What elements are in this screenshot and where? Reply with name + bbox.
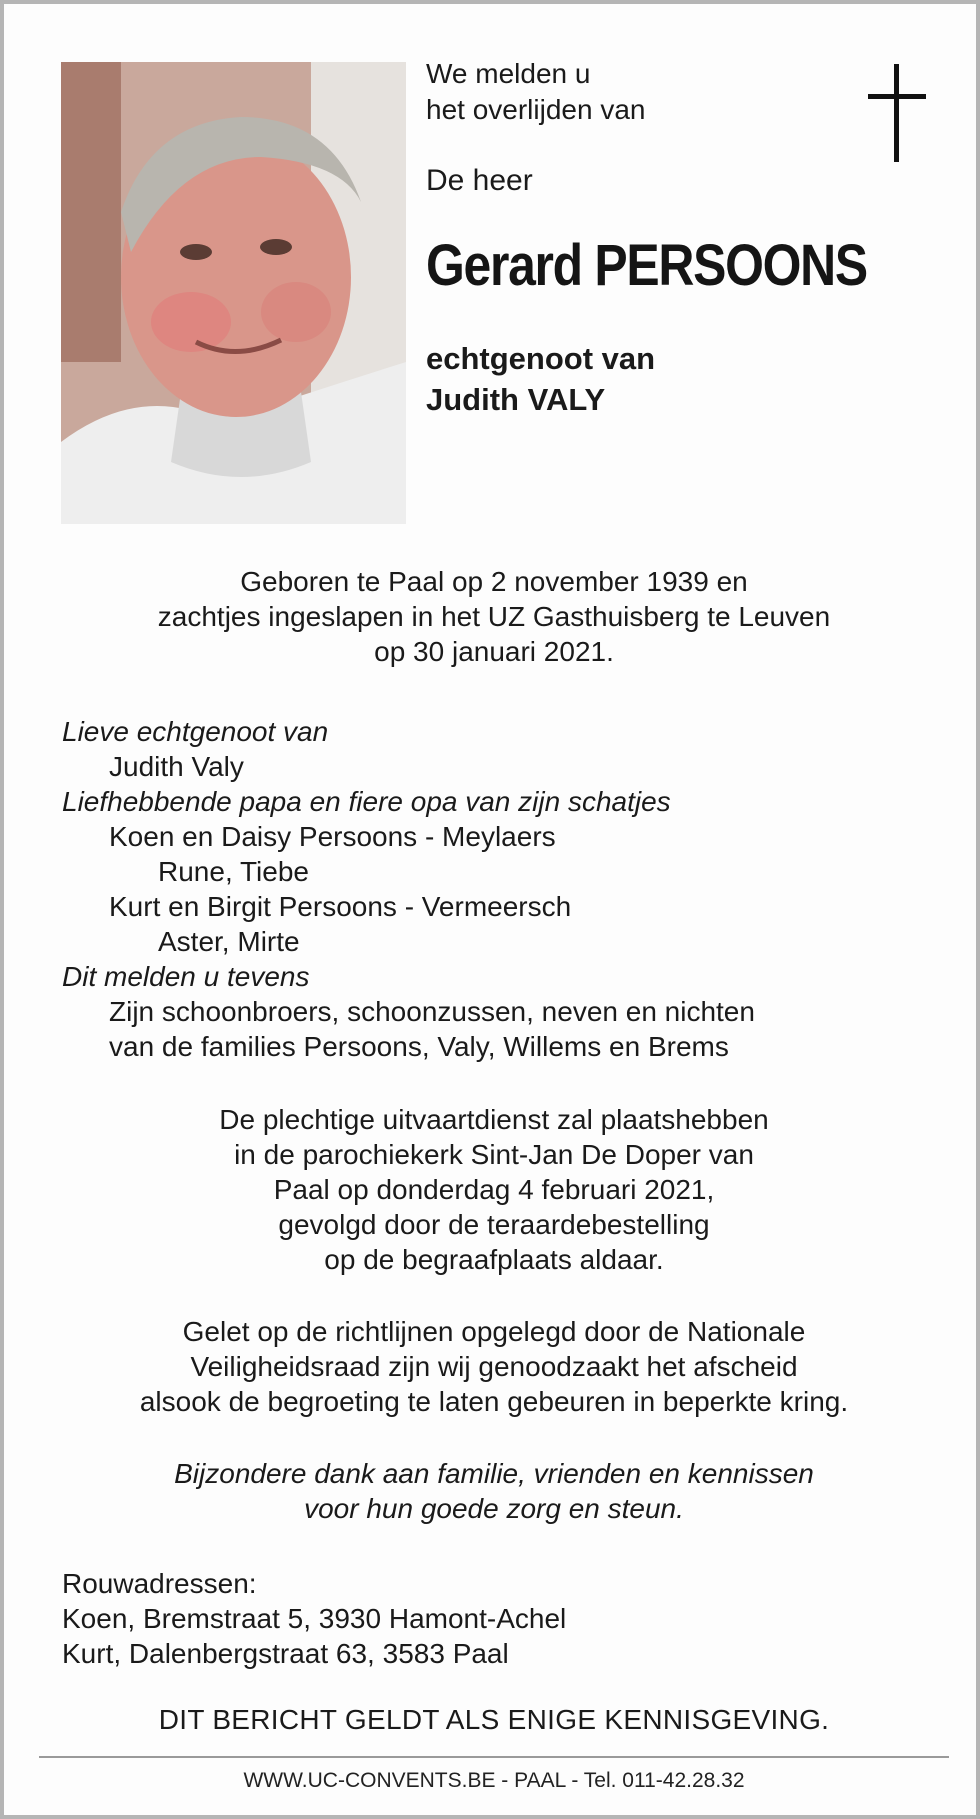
spouse-name: Judith VALY: [426, 382, 606, 417]
birth-line-3: op 30 januari 2021.: [374, 636, 614, 667]
condolence-addresses: [62, 1566, 566, 1671]
honorific: De heer: [426, 164, 533, 197]
spouse-block: [426, 338, 655, 420]
ceremony-line-5: op de begraafplaats aldaar.: [324, 1244, 664, 1275]
birth-line-2: zachtjes ingeslapen in het UZ Gasthuisberg te Leuven: [157, 601, 831, 632]
funeral-ceremony: [64, 1102, 924, 1277]
family-child-2: Kurt en Birgit Persoons - Vermeersch: [109, 891, 572, 922]
addresses-heading: Rouwadressen:: [62, 1568, 257, 1599]
family-child-1: Koen en Daisy Persoons - Meylaers: [109, 821, 556, 852]
portrait-photo: [61, 62, 406, 524]
family-others-line-2: van de families Persoons, Valy, Willems en Brems: [109, 1031, 729, 1062]
footer-divider: [39, 1756, 949, 1758]
footer-contact: WWW.UC-CONVENTS.BE - PAAL - Tel. 011-42.28.32: [243, 1769, 745, 1792]
restrictions-notice: [44, 1314, 944, 1419]
family-others-line-1: Zijn schoonbroers, schoonzussen, neven en nichten: [109, 996, 755, 1027]
spouse-label: echtgenoot van: [426, 341, 656, 376]
family-others-heading: Dit melden u tevens: [62, 961, 310, 992]
ceremony-line-3: Paal op donderdag 4 februari 2021,: [273, 1174, 715, 1205]
thanks-line-2: voor hun goede zorg en steun.: [304, 1493, 684, 1524]
address-line-1: Koen, Bremstraat 5, 3930 Hamont-Achel: [62, 1603, 567, 1634]
birth-death-info: [64, 564, 924, 669]
notice-line-2: Veiligheidsraad zijn wij genoodzaakt het afscheid: [190, 1351, 798, 1382]
notice-line-3: alsook de begroeting te laten gebeuren in beperkte kring.: [139, 1386, 849, 1417]
address-line-2: Kurt, Dalenbergstraat 63, 3583 Paal: [62, 1638, 509, 1669]
announcement-line-1: We melden u: [426, 58, 591, 89]
ceremony-line-4: gevolgd door de teraardebestelling: [278, 1209, 710, 1240]
family-spouse-name: Judith Valy: [109, 751, 244, 782]
announcement: [426, 56, 645, 128]
family-list: [62, 714, 942, 1064]
ceremony-line-1: De plechtige uitvaartdienst zal plaatshebben: [219, 1104, 769, 1135]
family-spouse-heading: Lieve echtgenoot van: [62, 716, 329, 747]
family-grandchildren-2: Aster, Mirte: [158, 926, 300, 957]
deceased-name: Gerard PERSOONS: [426, 233, 867, 298]
final-notice: DIT BERICHT GELDT ALS ENIGE KENNISGEVING.: [158, 1704, 830, 1735]
announcement-line-2: het overlijden van: [426, 94, 646, 125]
thanks-message: [64, 1456, 924, 1526]
family-children-heading: Liefhebbende papa en fiere opa van zijn schatjes: [62, 786, 671, 817]
notice-line-1: Gelet op de richtlijnen opgelegd door de Nationale: [182, 1316, 806, 1347]
birth-line-1: Geboren te Paal op 2 november 1939 en: [240, 566, 748, 597]
family-grandchildren-1: Rune, Tiebe: [158, 856, 309, 887]
thanks-line-1: Bijzondere dank aan familie, vrienden en kennissen: [174, 1458, 814, 1489]
ceremony-line-2: in de parochiekerk Sint-Jan De Doper van: [234, 1139, 754, 1170]
cross-icon: [868, 64, 926, 164]
portrait-illustration: [61, 62, 406, 524]
